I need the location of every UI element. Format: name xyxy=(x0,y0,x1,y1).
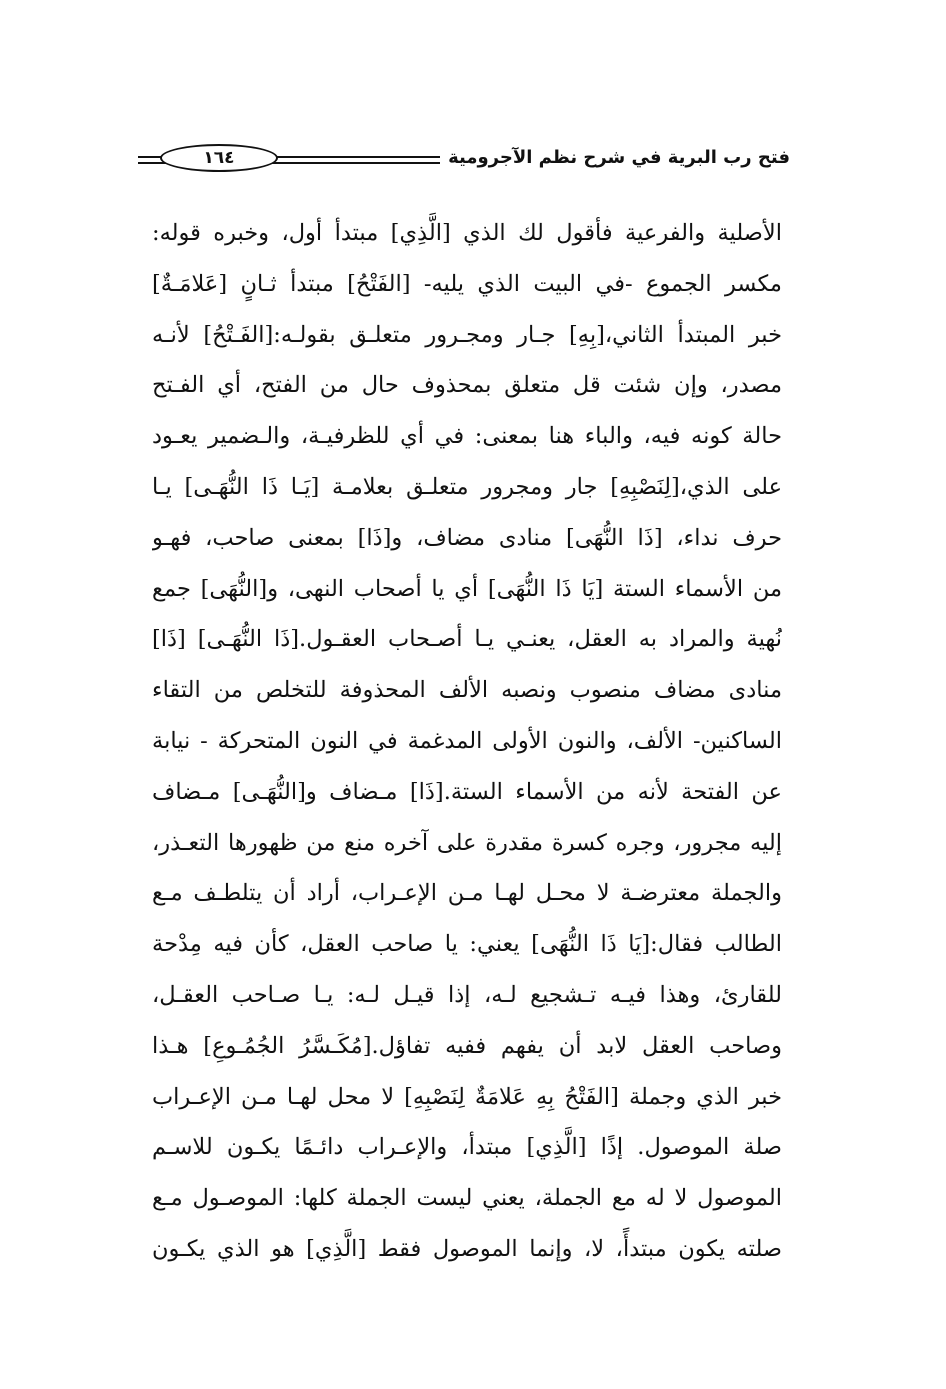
text-line: الموصول لا له مع الجملة، يعني ليست الجملة كلها: الموصـول مـع xyxy=(152,1185,782,1212)
text-line: الساكنين- الألف، والنون الأولى المدغمة في النون المتحركة - نيابة xyxy=(152,727,782,754)
page-header xyxy=(138,140,798,180)
text-line: صلته يكون مبتدأً، لا، وإنما الموصول فقط [الَّذِي] هو الذي يكـون xyxy=(152,1235,782,1262)
text-line: والجملة معترضـة لا محـل لهـا مـن الإعـراب، أراد أن يتلطـف مـع xyxy=(152,880,782,907)
text-line: على الذي،[لِنَصْبِهِ] جار ومجرور متعلـق بعلامـة [يَـا ذَا النُّهَـى] يـا xyxy=(152,473,782,500)
text-line: الطالب فقال:[يَا ذَا النُّهَى] يعني: يا صاحب العقل، كأن فيه مِدْحة xyxy=(152,931,782,958)
text-line: عن الفتحة لأنه من الأسماء الستة.[ذَا] مـضاف و[النُّهَـى] مـضاف xyxy=(152,778,782,805)
text-line: للقارئ، وهذا فيـه تـشجيع لـه، إذا قيـل لـه: يـا صـاحب العقـل، xyxy=(152,981,782,1008)
text-line: صلة الموصول. إذًا [الَّذِي] مبتدأ، والإعـراب دائـمًا يكـون للاسـم xyxy=(152,1134,782,1161)
text-line: وصاحب العقل لابد أن يفهم ففيه تفاؤل.[مُكَـسَّرُ الجُمُـوعِ] هـذا xyxy=(152,1032,782,1059)
text-line: منادى مضاف منصوب ونصبه الألف المحذوفة للتخلص من التقاء xyxy=(152,677,782,704)
text-line: الأصلية والفرعية فأقول لك الذي [الَّذِي] مبتدأ أول، وخبره قوله: xyxy=(152,220,782,246)
page-number: ١٦٤ xyxy=(160,144,278,172)
text-line: خبر المبتدأ الثاني،[بِهِ] جـار ومجـرور متعلـق بقولـه:[الفَـتْحُ] لأنـه xyxy=(152,321,782,348)
text-line: إليه مجرور، وجره كسرة مقدرة على آخره منع من ظهورها التعـذر، xyxy=(152,829,782,856)
book-title: فتح رب البرية في شرح نظم الآجرومية xyxy=(440,144,798,172)
text-line: من الأسماء الستة [يَا ذَا النُّهَى] أي يا أصحاب النهى، و[النُّهَى] جمع xyxy=(152,575,782,602)
text-line: مصدر، وإن شئت قل متعلق بمحذوف حال من الفتح، أي الفـتح xyxy=(152,372,782,399)
text-line: نُهية والمراد به العقل، يعنـي يـا أصـحاب العقـول.[ذَا النُّهَـى] [ذَا] xyxy=(152,626,782,653)
text-line: حالة كونه فيه، والباء هنا بمعنى: في أي للظرفيـة، والـضمير يعـود xyxy=(152,423,782,450)
text-line: مكسر الجموع -في البيت الذي يليه- [الفَتْحُ] مبتدأ ثـانٍ [عَلامَـةٌ] xyxy=(152,270,782,297)
text-line: خبر الذي وجملة [الفَتْحُ بِهِ عَلامَةٌ لِنَصْبِهِ] لا محل لهـا مـن الإعـراب xyxy=(152,1083,782,1110)
body-text xyxy=(152,208,782,1275)
text-line: حرف نداء، [ذَا النُّهَى] منادى مضاف، و[ذَا] بمعنى صاحب، فهـو xyxy=(152,524,782,551)
